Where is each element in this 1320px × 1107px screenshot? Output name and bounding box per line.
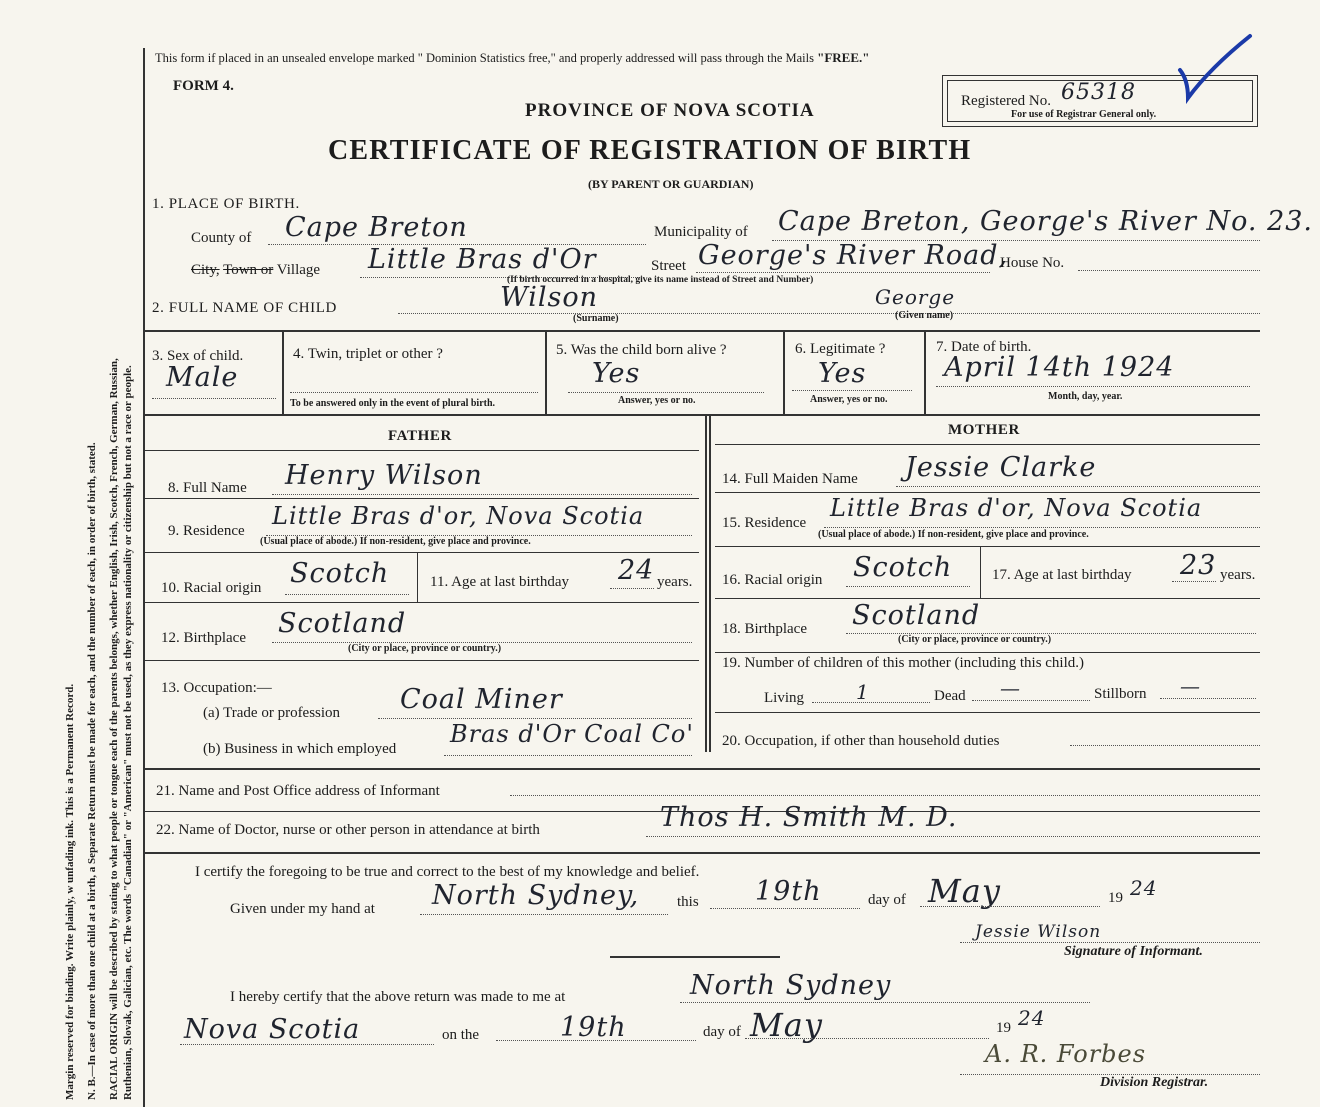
sex-value: Male <box>166 362 239 393</box>
dob-value: April 14th 1924 <box>944 352 1175 383</box>
margin-text-1: Margin reserved for binding. Write plainly, w unfading ink. This is a Permanent Record. <box>64 683 76 1100</box>
father-years-label: years. <box>657 574 693 590</box>
mother-residence-value: Little Bras d'or, Nova Scotia <box>830 494 1203 522</box>
registrar-signature-label: Division Registrar. <box>1100 1075 1209 1090</box>
father-business-value: Bras d'Or Coal Co' <box>450 720 694 748</box>
mother-heading: MOTHER <box>948 422 1020 438</box>
twin-label: 4. Twin, triplet or other ? <box>293 346 443 362</box>
dead-label: Dead <box>934 688 966 704</box>
registered-number: 65318 <box>1061 80 1136 105</box>
given-year-value: 24 <box>1130 876 1158 900</box>
father-heading: FATHER <box>388 428 452 444</box>
twin-note: To be answered only in the event of plural birth. <box>290 398 496 409</box>
village-label-group: City, Town or Village <box>191 262 321 278</box>
registrar-place1: North Sydney <box>690 970 892 1001</box>
registered-label: Registered No. <box>961 93 1051 109</box>
surname-caption: (Surname) <box>573 313 619 324</box>
margin-text-2: N. B.—In case of more than one child at a birth, a Separate Return must be made for each, and the number of each, in order of birth, stated. <box>86 442 98 1100</box>
informant-label: 21. Name and Post Office address of Informant <box>156 783 440 799</box>
registrar-note: For use of Registrar General only. <box>1011 109 1157 120</box>
dead-value: — <box>1000 676 1021 700</box>
this-label: this <box>677 894 699 910</box>
given-place-value: North Sydney, <box>432 880 640 911</box>
mother-race-label: 16. Racial origin <box>722 572 823 588</box>
father-name-label: 8. Full Name <box>168 480 247 496</box>
mother-age-label: 17. Age at last birthday <box>992 567 1132 583</box>
living-label: Living <box>764 690 804 706</box>
mother-occupation-label: 20. Occupation, if other than household duties <box>722 733 1000 749</box>
doctor-label: 22. Name of Doctor, nurse or other person in attendance at birth <box>156 822 540 838</box>
street-value: George's River Road, <box>698 240 1009 271</box>
certificate-title: CERTIFICATE OF REGISTRATION OF BIRTH <box>328 135 972 166</box>
section-divider <box>610 956 780 958</box>
hospital-note: (If birth occurred in a hospital, give its name instead of Street and Number) <box>507 275 814 285</box>
mother-years-label: years. <box>1220 567 1256 583</box>
dob-label: 7. Date of birth. <box>936 339 1032 355</box>
father-age-value: 24 <box>618 555 655 586</box>
mother-race-value: Scotch <box>853 552 953 583</box>
legitimate-note: Answer, yes or no. <box>810 394 888 405</box>
mother-children-label: 19. Number of children of this mother (including this child.) <box>722 655 1085 671</box>
mailing-notice: This form if placed in an unsealed envelope marked " Dominion Statistics free," and properly addressed will pass through the Mails "FREE." <box>155 50 870 65</box>
place-section-label: 1. PLACE OF BIRTH. <box>152 196 300 212</box>
municipality-value: Cape Breton, George's River No. 23. <box>778 206 1314 237</box>
father-trade-value: Coal Miner <box>400 684 563 715</box>
doctor-value: Thos H. Smith M. D. <box>660 802 958 833</box>
father-residence-note: (Usual place of abode.) If non-resident, give place and province. <box>260 536 531 547</box>
father-trade-label: (a) Trade or profession <box>203 705 341 721</box>
form-left-border <box>143 48 145 1107</box>
father-birthplace-label: 12. Birthplace <box>161 630 246 646</box>
child-given-name: George <box>875 285 956 309</box>
county-value: Cape Breton <box>285 212 468 243</box>
father-residence-value: Little Bras d'or, Nova Scotia <box>272 502 645 530</box>
registrar-statement: I hereby certify that the above return was made to me at <box>230 989 566 1005</box>
child-name-label: 2. FULL NAME OF CHILD <box>152 300 337 316</box>
stillborn-label: Stillborn <box>1094 686 1147 702</box>
father-race-label: 10. Racial origin <box>161 580 262 596</box>
father-name-value: Henry Wilson <box>285 460 483 491</box>
registrar-place2: Nova Scotia <box>184 1014 361 1045</box>
registrar-year-value: 24 <box>1018 1006 1046 1030</box>
mother-birthplace-value: Scotland <box>852 600 981 631</box>
mother-residence-note: (Usual place of abode.) If non-resident, give place and province. <box>818 529 1089 540</box>
mother-name-value: Jessie Clarke <box>905 452 1097 483</box>
stillborn-value: — <box>1180 674 1201 698</box>
margin-text-4: Ruthenian, Slovak, Galician, etc. The words "Canadian" or "American" must not be used, as they express nationality or citizenship but not a race or people. <box>122 365 134 1100</box>
mother-birthplace-note: (City or place, province or country.) <box>898 634 1052 645</box>
alive-value: Yes <box>592 358 641 389</box>
village-value: Little Bras d'Or <box>368 244 597 275</box>
living-value: 1 <box>856 680 870 704</box>
county-label: County of <box>191 230 252 246</box>
day-of-label: day of <box>868 892 906 908</box>
father-business-label: (b) Business in which employed <box>203 741 397 757</box>
house-number-label: House No. <box>1000 255 1065 271</box>
father-residence-label: 9. Residence <box>168 523 245 539</box>
registrar-month-value: May <box>750 1006 823 1044</box>
certificate-subtitle: (BY PARENT OR GUARDIAN) <box>588 177 754 191</box>
father-occupation-label: 13. Occupation:— <box>161 680 272 696</box>
registrar-year-prefix: 19 <box>996 1020 1011 1036</box>
registrar-signature: A. R. Forbes <box>985 1040 1147 1068</box>
sex-label: 3. Sex of child. <box>152 348 244 364</box>
margin-text-3: RACIAL ORIGIN will be described by stating to what people or tongue each of the parents belongs, whether English, Irish, Scotch, French, German, Russian, <box>108 358 120 1100</box>
informant-signature-label: Signature of Informant. <box>1064 944 1203 959</box>
mother-name-label: 14. Full Maiden Name <box>722 471 858 487</box>
legitimate-label: 6. Legitimate ? <box>795 341 886 357</box>
registrar-day-value: 19th <box>560 1012 627 1043</box>
on-the-label: on the <box>442 1027 480 1043</box>
given-name-caption: (Given name) <box>895 310 954 321</box>
municipality-label: Municipality of <box>654 224 748 240</box>
checkmark-icon <box>1170 28 1260 108</box>
given-day-value: 19th <box>755 876 822 907</box>
father-birthplace-value: Scotland <box>278 608 407 639</box>
dob-note: Month, day, year. <box>1048 391 1123 402</box>
legitimate-value: Yes <box>818 358 867 389</box>
mother-birthplace-label: 18. Birthplace <box>722 621 807 637</box>
given-year-prefix: 19 <box>1108 890 1123 906</box>
mother-residence-label: 15. Residence <box>722 515 807 531</box>
province-heading: PROVINCE OF NOVA SCOTIA <box>525 100 815 121</box>
child-surname: Wilson <box>500 282 599 313</box>
father-race-value: Scotch <box>290 558 390 589</box>
certify-statement: I certify the foregoing to be true and correct to the best of my knowledge and belief. <box>195 864 700 880</box>
informant-signature: Jessie Wilson <box>975 922 1102 942</box>
given-month-value: May <box>928 872 1001 910</box>
alive-note: Answer, yes or no. <box>618 395 696 406</box>
street-label: Street <box>651 258 686 274</box>
registrar-day-of-label: day of <box>703 1024 741 1040</box>
given-under-hand-label: Given under my hand at <box>230 901 375 917</box>
mother-age-value: 23 <box>1180 550 1217 581</box>
alive-label: 5. Was the child born alive ? <box>556 342 727 358</box>
father-age-label: 11. Age at last birthday <box>430 574 569 590</box>
form-number: FORM 4. <box>173 78 234 94</box>
father-birthplace-note: (City or place, province or country.) <box>348 643 502 654</box>
